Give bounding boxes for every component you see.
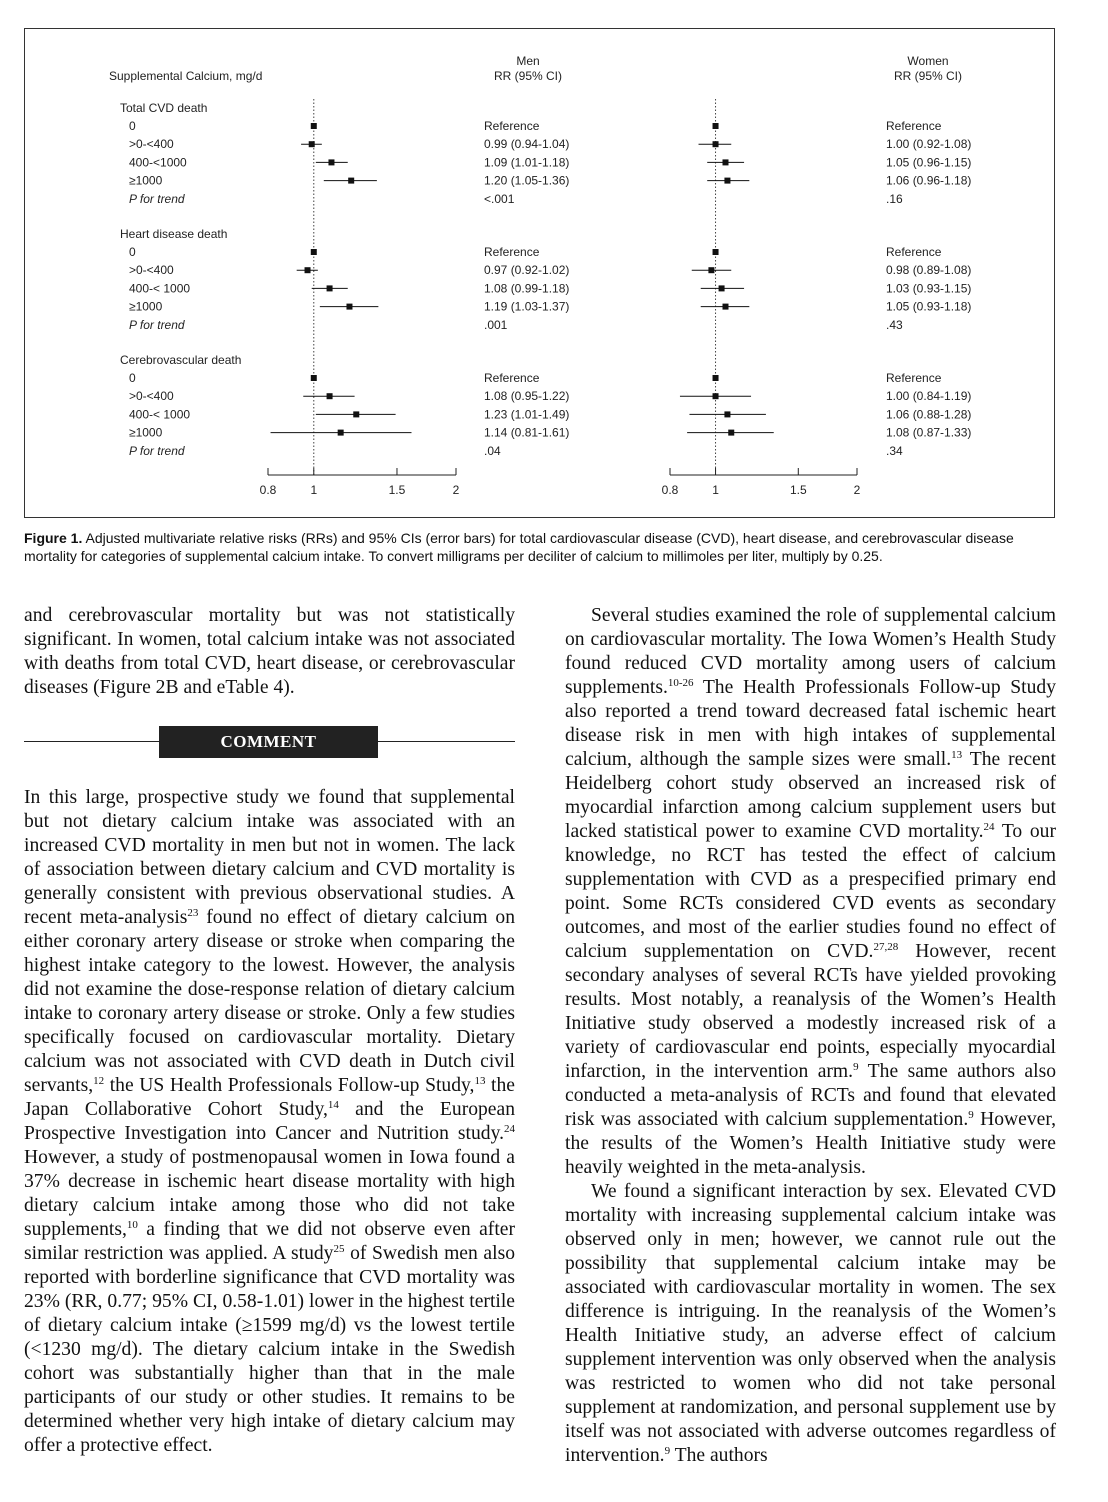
x-tick-label-men: 1 [310,483,318,497]
figure-caption [24,529,1064,565]
men-rr-value: 1.08 (0.95-1.22) [484,389,570,404]
text-run: a finding that we did not observe even after similar restriction was applied. A study [24,1219,515,1264]
citation-superscript: 14 [327,1099,339,1111]
text-run: The same authors also conducted a meta-analysis of RCTs and found that elevated risk was associated with calcium supplementation. [565,1061,1056,1130]
text-run: and the European Prospective Investigation into Cancer and Nutrition study. [24,1099,515,1144]
women-rr-value: Reference [886,119,942,133]
rr-point-women [713,141,719,147]
men-rr-value: 0.99 (0.94-1.04) [484,137,570,152]
text-run: However, recent secondary analyses of several RCTs have yielded provoking results. Most notably, a reanalysis of the Women’s Health Initiative study observed a modestly increased risk of a variety of cardiovascular end points, especially myocardial infarction, in the intervention arm. [565,941,1056,1082]
men-rr-value: .001 [484,317,508,332]
rr-point-women [708,267,714,273]
rr-point-women [722,304,728,310]
citation-superscript: 9 [664,1445,671,1457]
x-tick-label-men: 1.5 [388,483,406,497]
men-rr-value: <.001 [484,191,515,206]
left-paragraph-1: and cerebrovascular mortality but was not statistically significant. In women, total calcium intake was not associated with deaths from total CVD, heart disease, or cerebrovascular diseases (Figure 2B and eTable 4). [24,605,515,698]
text-run: To our knowledge, no RCT has tested the effect of calcium supplementation with CVD as a prespecified primary end point. Some RCTs considered CVD events as secondary outcomes, and most of the earlier studies found no effect of calcium supplementation on CVD. [565,821,1057,962]
text-run: found no effect of dietary calcium on either coronary artery disease or stroke when comparing the highest intake category to the lowest. However, the analysis did not examine the dose-response relation of dietary calcium intake to coronary artery disease or stroke. Only a few studies specifically focused on cardiovascular mortality. Dietary calcium was not associated with CVD death in Dutch civil servants, [24,907,516,1096]
rr-point-women [728,430,734,436]
men-rr-value: 1.20 (1.05-1.36) [484,173,570,188]
women-rr-value: Reference [886,371,942,385]
group-title: Total CVD death [120,101,208,115]
text-run: However, a study of postmenopausal women in Iowa found a 37% decrease in ischemic heart disease mortality with high dietary calcium intake among those who did not take supplements, [24,1147,515,1240]
row-label: >0-<400 [129,137,174,152]
women-rr-header: RR (95% CI) [893,69,963,83]
figure-1 [24,28,1055,518]
text-run: The recent Heidelberg cohort study observed an increased risk of myocardial infarction among calcium supplement users but lacked statistical power to examine CVD mortality. [565,749,1056,842]
women-rr-value: 1.08 (0.87-1.33) [886,425,972,440]
rr-point-women [713,123,719,129]
citation-superscript: 23 [187,907,199,919]
men-rr-value: Reference [484,119,540,133]
rr-point-men [348,178,354,184]
text-run: Several studies examined the role of supplemental calcium on cardiovascular mortality. The Iowa Women’s Health Study found reduced CVD mortality among users of calcium supplements. [565,605,1056,698]
x-tick-label-women: 2 [853,483,861,497]
text-run: In this large, prospective study we found that supplemental but not dietary calcium intake was associated with an increased CVD mortality in men but not in women. The lack of association between dietary calcium and CVD mortality is generally consistent with previous observational studies. A recent meta-analysis [24,787,515,928]
women-rr-value: 1.06 (0.96-1.18) [886,173,972,188]
rr-point-men [311,123,317,129]
women-header: Women [907,54,949,68]
rr-point-men [305,267,311,273]
text-run: the Japan Collaborative Cohort Study, [24,1075,515,1120]
rr-point-women [724,411,730,417]
women-rr-value: .43 [886,317,903,332]
rr-point-men [311,375,317,381]
men-rr-header: RR (95% CI) [493,69,563,83]
women-rr-value: Reference [886,245,942,259]
men-rr-value: 1.14 (0.81-1.61) [484,425,570,440]
right-paragraph-1 [565,604,1056,1180]
women-rr-value: 1.06 (0.88-1.28) [886,407,972,422]
row-label: >0-<400 [129,263,174,278]
text-run: of Swedish men also reported with borderline significance that CVD mortality was 23% (RR, 0.77; 95% CI, 0.58-1.01) lower in the highest tertile of dietary calcium intake (≥1599 mg/d) vs the lowest tertile (<1230 mg/d). The dietary calcium intake in the Swedish cohort was substantially higher than that in the male participants of our study or other studies. It remains to be determined whether very high intake of dietary calcium may offer a protective effect. [24,1243,515,1456]
row-label: ≥1000 [129,173,163,188]
men-rr-value: 0.97 (0.92-1.02) [484,263,570,278]
row-label: ≥1000 [129,425,163,440]
citation-superscript: 10 [126,1219,138,1231]
row-label: ≥1000 [129,299,163,314]
women-rr-value: .16 [886,191,903,206]
rr-point-men [327,285,333,291]
women-rr-value: 1.03 (0.93-1.15) [886,281,972,296]
section-heading-comment: COMMENT [159,726,378,758]
right-column [565,604,1056,1468]
row-label: 400-<1000 [129,155,187,170]
row-label: P for trend [129,191,185,206]
rr-point-women [713,375,719,381]
rr-point-women [713,393,719,399]
row-label: 0 [129,119,136,133]
caption-text: Adjusted multivariate relative risks (RRs) and 95% CIs (error bars) for total cardiovascular disease (CVD), heart disease, and cerebrovascular disease mortality for categories of supplemental calcium intake. To convert milligrams per deciliter of calcium to millimoles per liter, multiply by 0.25. [24,530,1014,564]
row-label: 0 [129,371,136,385]
rr-point-women [722,159,728,165]
x-tick-label-women: 0.8 [661,483,679,497]
left-paragraph-2 [24,786,515,1458]
forest-plot [25,29,1056,519]
caption-label: Figure 1. [24,530,83,546]
group-title: Heart disease death [120,227,228,241]
text-run: The authors [670,1445,768,1466]
rr-point-women [713,249,719,255]
row-label: 0 [129,245,136,259]
row-label: P for trend [129,317,185,332]
rr-point-men [311,249,317,255]
men-rr-value: .04 [484,443,501,458]
x-tick-label-men: 0.8 [259,483,277,497]
women-rr-value: 1.05 (0.93-1.18) [886,299,972,314]
men-rr-value: 1.19 (1.03-1.37) [484,299,570,314]
group-title: Cerebrovascular death [120,353,242,367]
citation-superscript: 9 [968,1109,974,1121]
rr-point-men [327,393,333,399]
x-tick-label-women: 1.5 [789,483,807,497]
citation-superscript: 10-26 [667,677,694,689]
men-rr-value: 1.09 (1.01-1.18) [484,155,570,170]
men-rr-value: Reference [484,245,540,259]
women-rr-value: 0.98 (0.89-1.08) [886,263,972,278]
rr-point-women [719,285,725,291]
citation-superscript: 13 [951,749,963,761]
row-label: >0-<400 [129,389,174,404]
text-run: The Health Professionals Follow-up Study also reported a trend toward decreased fatal ischemic heart disease risk in men with high intakes of supplemental calcium, although the sample sizes were small. [565,677,1056,770]
text-run: However, the results of the Women’s Health Initiative study were heavily weighted in the meta-analysis. [565,1109,1056,1178]
row-label: P for trend [129,443,185,458]
row-label: 400-< 1000 [129,407,191,422]
citation-superscript: 12 [93,1075,105,1087]
citation-superscript: 25 [333,1243,345,1255]
rr-point-men [353,411,359,417]
citation-superscript: 24 [504,1123,515,1135]
women-rr-value: 1.00 (0.92-1.08) [886,137,972,152]
x-tick-label-men: 2 [452,483,460,497]
citation-superscript: 13 [474,1075,486,1087]
supplemental-calcium-header: Supplemental Calcium, mg/d [109,69,263,83]
men-rr-value: Reference [484,371,540,385]
x-tick-label-women: 1 [712,483,719,497]
women-rr-value: 1.05 (0.96-1.15) [886,155,972,170]
citation-superscript: 9 [853,1061,859,1073]
citation-superscript: 27,28 [873,941,899,953]
men-rr-value: 1.23 (1.01-1.49) [484,407,570,422]
women-rr-value: .34 [886,443,903,458]
row-label: 400-< 1000 [129,281,191,296]
right-paragraph-2 [565,1180,1056,1468]
men-header: Men [516,54,540,68]
men-rr-value: 1.08 (0.99-1.18) [484,281,570,296]
text-run: the US Health Professionals Follow-up Study, [104,1075,475,1096]
rr-point-men [338,430,344,436]
text-run: We found a significant interaction by sex. Elevated CVD mortality with increasing supplemental calcium intake was observed only in men; however, we cannot rule out the possibility that supplemental calcium intake may be associated with cardiovascular mortality in women. The sex difference is intriguing. In the reanalysis of the Women’s Health Initiative study, an adverse effect of calcium supplement intervention was only observed when the analysis was restricted to women who did not take personal supplement at randomization, and personal supplement use by itself was not associated with adverse outcomes regardless of intervention. [565,1181,1056,1466]
rr-point-men [309,141,315,147]
citation-superscript: 24 [983,821,995,833]
rr-point-men [328,159,334,165]
rr-point-men [346,304,352,310]
rr-point-women [724,178,730,184]
women-rr-value: 1.00 (0.84-1.19) [886,389,972,404]
